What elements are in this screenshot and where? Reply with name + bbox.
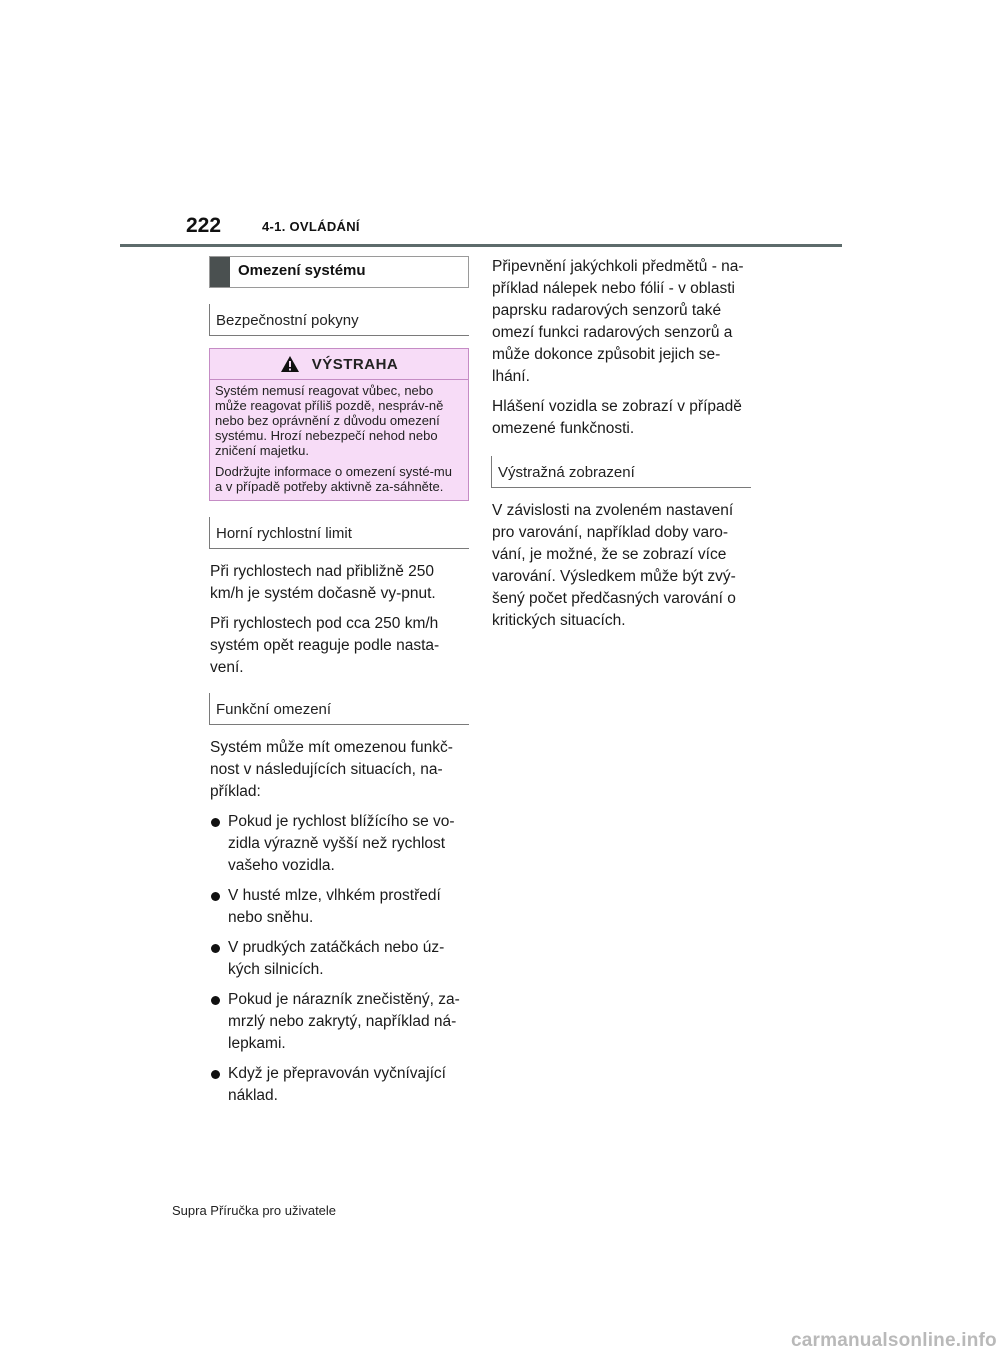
warning-body — [210, 380, 468, 500]
warning-text: Dodržujte informace o omezení systé-mu a v případě potřeby aktivně za-sáhněte. — [215, 464, 452, 494]
subheading-safety: Bezpečnostní pokyny — [209, 304, 469, 336]
bullet-icon — [211, 944, 220, 953]
paragraph: V závislosti na zvoleném nastavení pro varování, například doby varo-vání, je možné, že se zobrazí více varování. Výsledkem může být zvý-šený počet předčasných varování o kritických situacích. — [492, 502, 736, 629]
chapter-title: 4-1. OVLÁDÁNÍ — [262, 219, 360, 234]
list-item — [209, 885, 469, 929]
list-item — [209, 989, 469, 1055]
paragraph: Při rychlostech pod cca 250 km/h systém opět reaguje podle nasta-vení. — [210, 615, 440, 676]
section-heading — [209, 256, 469, 288]
section-marker — [210, 257, 230, 287]
list-item-text: V husté mlze, vlhkém prostředí nebo sněhu. — [228, 887, 441, 926]
paragraph: Připevnění jakýchkoli předmětů - na-příklad nálepek nebo fólií - v oblasti paprsku radarových senzorů také omezí funkci radarových senzorů a může dokonce způsobit jejich se-lhání. — [492, 258, 744, 385]
bullet-icon — [211, 892, 220, 901]
bullet-icon — [211, 1070, 220, 1079]
bullet-icon — [211, 996, 220, 1005]
section-title: Omezení systému — [238, 262, 366, 279]
list-item-text: Pokud je rychlost blížícího se vo-zidla výrazně vyšší než rychlost vašeho vozidla. — [228, 813, 455, 874]
bullet-list — [209, 811, 469, 1107]
list-item-text: Když je přepravován vyčnívající náklad. — [228, 1065, 446, 1104]
list-item-text: Pokud je nárazník znečistěný, za-mrzlý nebo zakrytý, například ná-lepkami. — [228, 991, 460, 1052]
list-item-text: V prudkých zatáčkách nebo úz-kých silnicích. — [228, 939, 445, 978]
warning-title: VÝSTRAHA — [311, 355, 399, 373]
warning-header — [210, 349, 468, 380]
left-column — [209, 256, 469, 1115]
page-header — [120, 214, 842, 248]
list-item — [209, 1063, 469, 1107]
header-divider — [120, 244, 842, 247]
page-footer: Supra Příručka pro uživatele — [172, 1203, 337, 1218]
paragraph: Při rychlostech nad přibližně 250 km/h je systém dočasně vy-pnut. — [210, 563, 436, 602]
warning-box — [209, 348, 469, 501]
subheading-functional-limits: Funkční omezení — [209, 693, 469, 725]
subheading-warning-displays: Výstražná zobrazení — [491, 456, 751, 488]
paragraph: Systém může mít omezenou funkč-nost v následujících situacích, na-příklad: — [210, 739, 453, 800]
right-column — [491, 256, 751, 640]
list-item — [209, 811, 469, 877]
paragraph: Hlášení vozidla se zobrazí v případě omezené funkčnosti. — [492, 398, 742, 437]
warning-triangle-icon — [280, 355, 300, 373]
list-item — [209, 937, 469, 981]
watermark: carmanualsonline.info — [791, 1330, 997, 1351]
warning-text: Systém nemusí reagovat vůbec, nebo může reagovat příliš pozdě, nespráv-ně nebo bez oprávnění z důvodu omezení systému. Hrozí nebezpečí nehod nebo zničení majetku. — [215, 383, 444, 458]
page-number: 222 — [186, 214, 222, 237]
subheading-speed-limit: Horní rychlostní limit — [209, 517, 469, 549]
bullet-icon — [211, 818, 220, 827]
